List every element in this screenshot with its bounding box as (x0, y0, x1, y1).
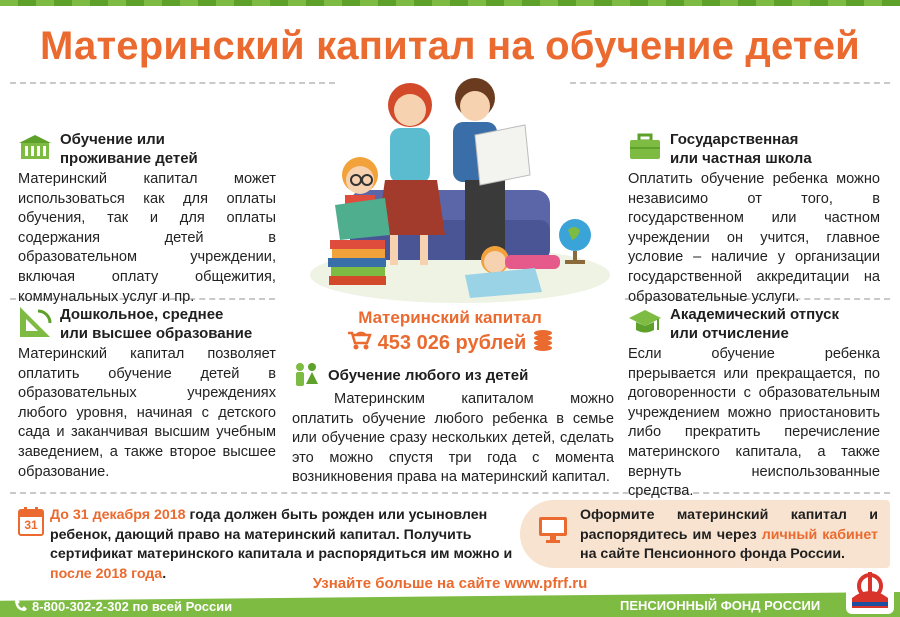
section-text: Материнским капиталом можно оплатить обучение любого ребенка в семье или обучение сразу нескольких детей, сделать это можно спустя три года с момента возникновения права на материнский капитал. (292, 391, 614, 486)
deadline-block (10, 500, 530, 582)
deadline-body: года должен быть рожден или усыновлен ребенок, дающий право на материнский капитал. Получить сертификат материнского капитала и распорядиться им можно и (50, 507, 513, 562)
deadline-after: после 2018 года (50, 565, 163, 582)
section-heading: Государственная (670, 131, 799, 148)
deadline-end: . (162, 565, 167, 582)
section-heading: Академический отпуск (670, 306, 839, 323)
phone-icon (14, 598, 28, 615)
deadline-text (50, 506, 530, 584)
capital-block (330, 308, 570, 358)
pfr-logo (846, 568, 894, 614)
calendar-number: 31 (24, 518, 38, 532)
calendar-icon (18, 506, 44, 536)
briefcase-icon (628, 130, 662, 164)
section-heading: Дошкольное, среднее (60, 306, 224, 323)
section-text: Материнский капитал может использоваться как для оплаты обучения, так и для оплаты содержания детей в образовательном учреждении, включая оплату общежития, коммунальных услуг и пр. (18, 171, 276, 305)
monitor-icon (538, 514, 568, 544)
section-heading: или частная школа (670, 150, 812, 167)
section-school (628, 130, 880, 307)
page-title: Материнский капитал на обучение детей (40, 24, 860, 68)
section-heading: или высшее образование (60, 325, 253, 342)
section-text: Оплатить обучение ребенка можно независимо от того, в государственном или частном учреждении он учится, главное условие – наличие у организации государственной аккредитации на образовательные услуги. (628, 171, 880, 305)
children-icon (292, 362, 320, 388)
cabinet-block (520, 500, 890, 568)
top-stripe (0, 0, 900, 6)
section-heading: или отчисление (670, 325, 789, 342)
section-heading: Обучение или проживание детей (60, 131, 198, 167)
site-link[interactable]: Узнайте больше на сайте www.pfrf.ru (312, 575, 588, 592)
stroller-icon (346, 329, 372, 357)
section-education (18, 305, 276, 482)
section-any-child (292, 362, 614, 488)
section-heading: Обучение любого из детей (328, 366, 529, 384)
phone-number[interactable]: 8-800-302-2-302 по всей России (32, 599, 233, 614)
family-illustration (290, 70, 610, 310)
section-text: Если обучение ребенка прерывается или прекращается, по договоренности с образовательным учреждением можно приостановить либо прекратить перечисление материнского капитала, а также вернуть неиспользованные средства. (628, 346, 880, 500)
fund-name: ПЕНСИОННЫЙ ФОНД РОССИИ (620, 598, 821, 613)
capital-amount: 453 026 рублей (377, 332, 527, 354)
section-study (18, 130, 276, 307)
cabinet-text-start: Оформите материнский капитал и распорядитесь им через (580, 507, 878, 543)
divider (570, 82, 890, 84)
capital-label: Материнский капитал (358, 308, 542, 327)
footer-phone (14, 598, 232, 615)
cabinet-text (580, 506, 878, 565)
deadline-date: До 31 декабря 2018 (50, 507, 186, 523)
section-text: Материнский капитал позволяет оплатить обучение детей в образовательных учреждениях любого уровня, начиная с детского сада и заканчивая высшим учебным заведением, а также второе высшее образование. (18, 346, 276, 480)
graduation-cap-icon (628, 305, 662, 339)
personal-cabinet-link[interactable]: личный кабинет (761, 526, 878, 543)
section-leave (628, 305, 880, 502)
building-icon (18, 130, 52, 164)
coins-icon (532, 328, 554, 358)
ruler-triangle-icon (18, 305, 52, 339)
cabinet-text-end: на сайте Пенсионного фонда России. (580, 546, 845, 562)
divider (10, 82, 335, 84)
